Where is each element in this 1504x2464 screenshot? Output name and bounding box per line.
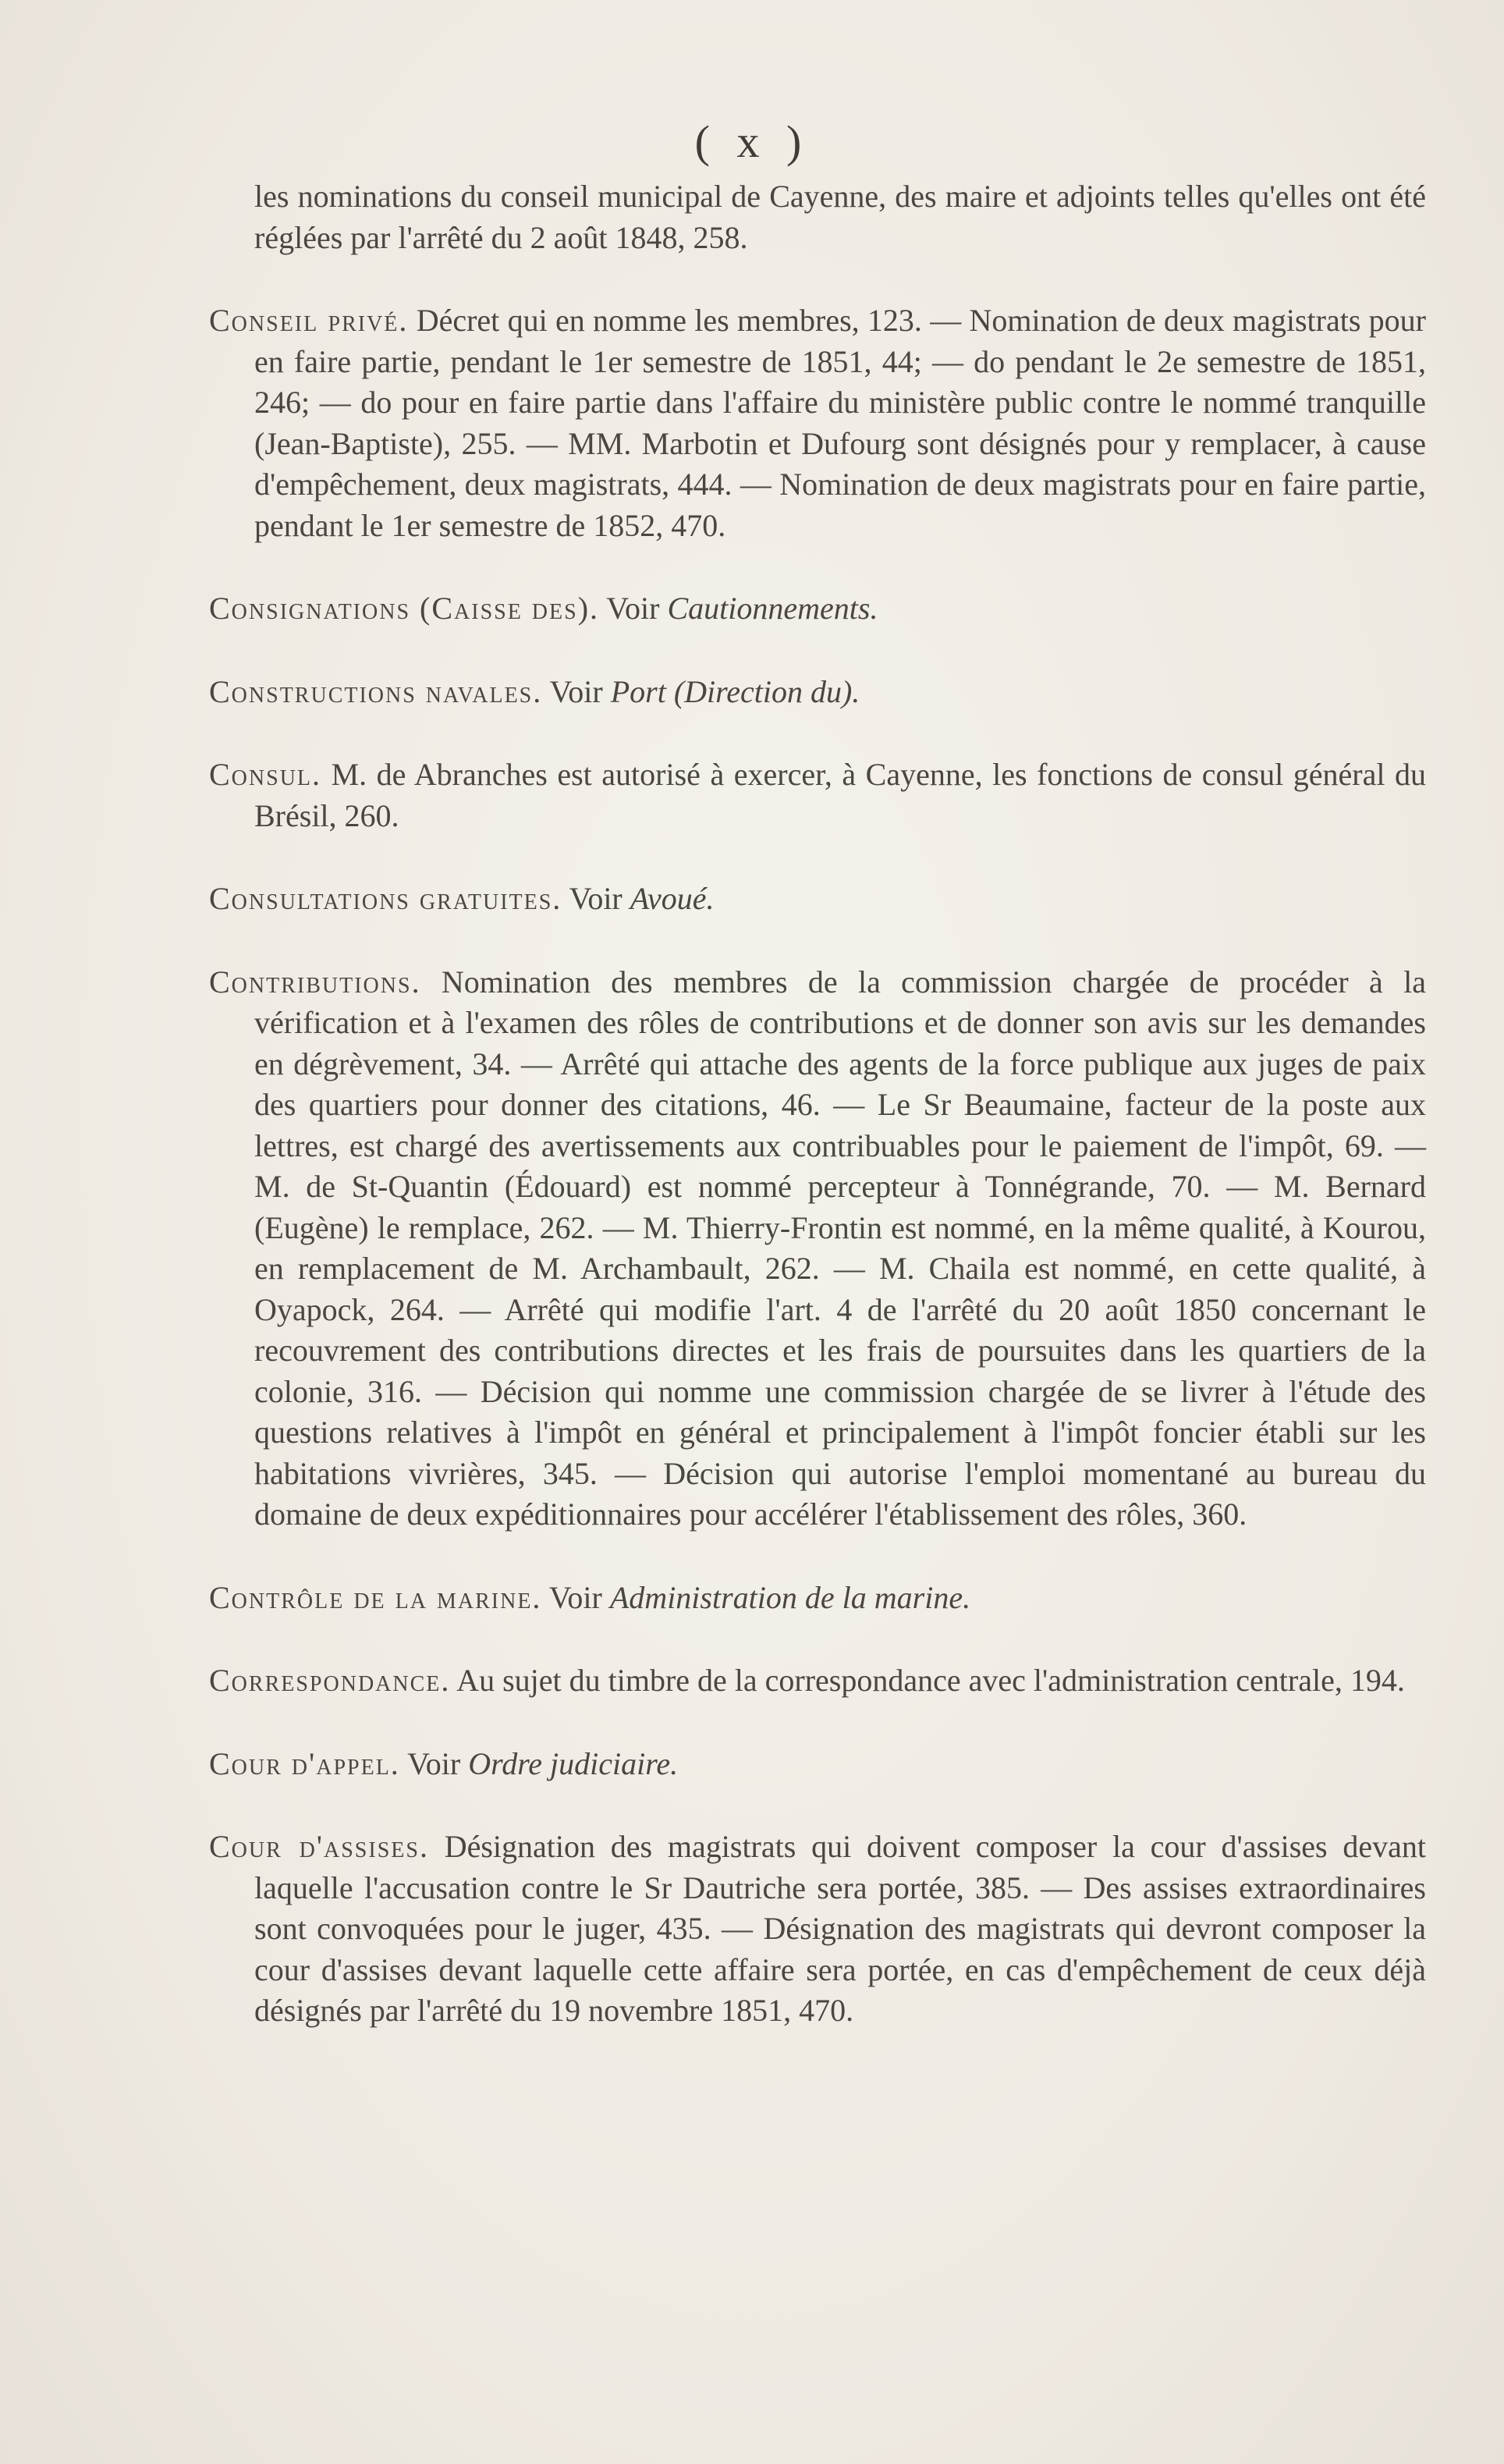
entry-text: Voir (399, 1745, 469, 1781)
entry-heading: Constructions navales. (209, 673, 543, 709)
entry-text: Voir (542, 673, 611, 709)
entry-heading: Contrôle de la marine. (209, 1579, 542, 1615)
entry-heading: Consultations gratuites. (209, 881, 562, 916)
entry-heading: Cour d'assises. (209, 1829, 429, 1864)
entry-text: Au sujet du timbre de la correspondance avec l'administration centrale, 194. (450, 1663, 1405, 1698)
entry-heading: Conseil privé. (209, 303, 409, 338)
entry-text: Voir (541, 1579, 610, 1615)
entry-text: Voir (599, 591, 668, 626)
entry-cross-reference: Ordre judiciaire. (468, 1745, 679, 1781)
entry-cross-reference: Port (Direction du). (610, 673, 860, 709)
index-content (209, 176, 1426, 2074)
entry-text: Nomination des membres de la commission chargée de procéder à la vérification et à l'examen des rôles de contributions et de donner son avis sur les demandes en dégrèvement, 34. — Arrêté qui attache des agents de la force publique aux juges de paix des quartiers pour donner des citations, 46. — Le Sr Beaumaine, facteur de la poste aux lettres, est chargé des avertissements aux contribuables pour le paiement de l'impôt, 69. — M. de St-Quantin (Édouard) est nommé percepteur à Tonnégrande, 70. — M. Bernard (Eugène) le remplace, 262. — M. Thierry-Frontin est nommé, en la même qualité, à Kourou, en remplacement de M. Archambault, 262. — M. Chaila est nommé, en cette qualité, à Oyapock, 264. — Arrêté qui modifie l'art. 4 de l'arrêté du 20 août 1850 concernant le recouvrement des contributions directes et les frais de poursuites dans les quartiers de la colonie, 316. — Décision qui nomme une commission chargée de se livrer à l'étude des questions relatives à l'impôt en général et principalement à l'impôt foncier établi sur les habitations vivrières, 345. — Décision qui autorise l'emploi momentané au bureau du domaine de deux expéditionnaires pour accélérer l'établissement des rôles, 360. (254, 964, 1426, 1532)
entry-cross-reference: Administration de la marine. (609, 1579, 971, 1615)
entry-heading: Cour d'appel. (209, 1745, 400, 1781)
index-entry-consultations-gratuites (209, 879, 1426, 920)
entry-heading: Correspondance. (209, 1663, 451, 1698)
page-number: ( x ) (694, 116, 810, 167)
index-entry-consignations (209, 588, 1426, 630)
entry-text: Désignation des magistrats qui doivent composer la cour d'assises devant laquelle l'accusation contre le Sr Dautriche sera portée, 385. — Des assises extraordinaires sont convoquées pour le juger, 435. — Désignation des magistrats qui devront composer la cour d'assises devant laquelle cette affaire sera portée, en cas d'empêchement de ceux déjà désignés par l'arrêté du 19 novembre 1851, 470. (254, 1829, 1427, 2028)
index-entry-controle-de-la-marine (209, 1578, 1426, 1619)
entry-text: Voir (562, 881, 630, 916)
index-entry-cour-d-assises (209, 1827, 1426, 2032)
index-entry-continuation (209, 176, 1426, 258)
entry-text: Décret qui en nomme les membres, 123. — Nomination de deux magistrats pour en faire partie, pendant le 1er semestre de 1851, 44; — do pendant le 2e semestre de 1851, 246; — do pour en faire partie dans l'affaire du ministère public contre le nommé tranquille (Jean-Baptiste), 255. — MM. Marbotin et Dufourg sont désignés pour y remplacer, à cause d'empêchement, deux magistrats, 444. — Nomination de deux magistrats pour en faire partie, pendant le 1er semestre de 1852, 470. (254, 303, 1426, 543)
index-entry-consul (209, 754, 1426, 836)
index-entry-constructions-navales (209, 672, 1426, 713)
entry-heading: Consul. (209, 757, 322, 792)
entry-cross-reference: Avoué. (630, 881, 715, 916)
entry-text: les nominations du conseil municipal de Cayenne, des maire et adjoints telles qu'elles ont été réglées par l'arrêté du 2 août 1848, 258. (254, 179, 1426, 255)
entry-cross-reference: Cautionnements. (667, 591, 878, 626)
index-entry-contributions (209, 962, 1426, 1536)
index-entry-cour-d-appel (209, 1744, 1426, 1785)
entry-text: M. de Abranches est autorisé à exercer, à Cayenne, les fonctions de consul général du Brésil, 260. (254, 757, 1426, 833)
index-entry-conseil-prive (209, 300, 1426, 546)
index-entry-correspondance (209, 1660, 1426, 1702)
entry-heading: Contributions. (209, 964, 421, 999)
entry-heading: Consignations (Caisse des). (209, 591, 600, 626)
